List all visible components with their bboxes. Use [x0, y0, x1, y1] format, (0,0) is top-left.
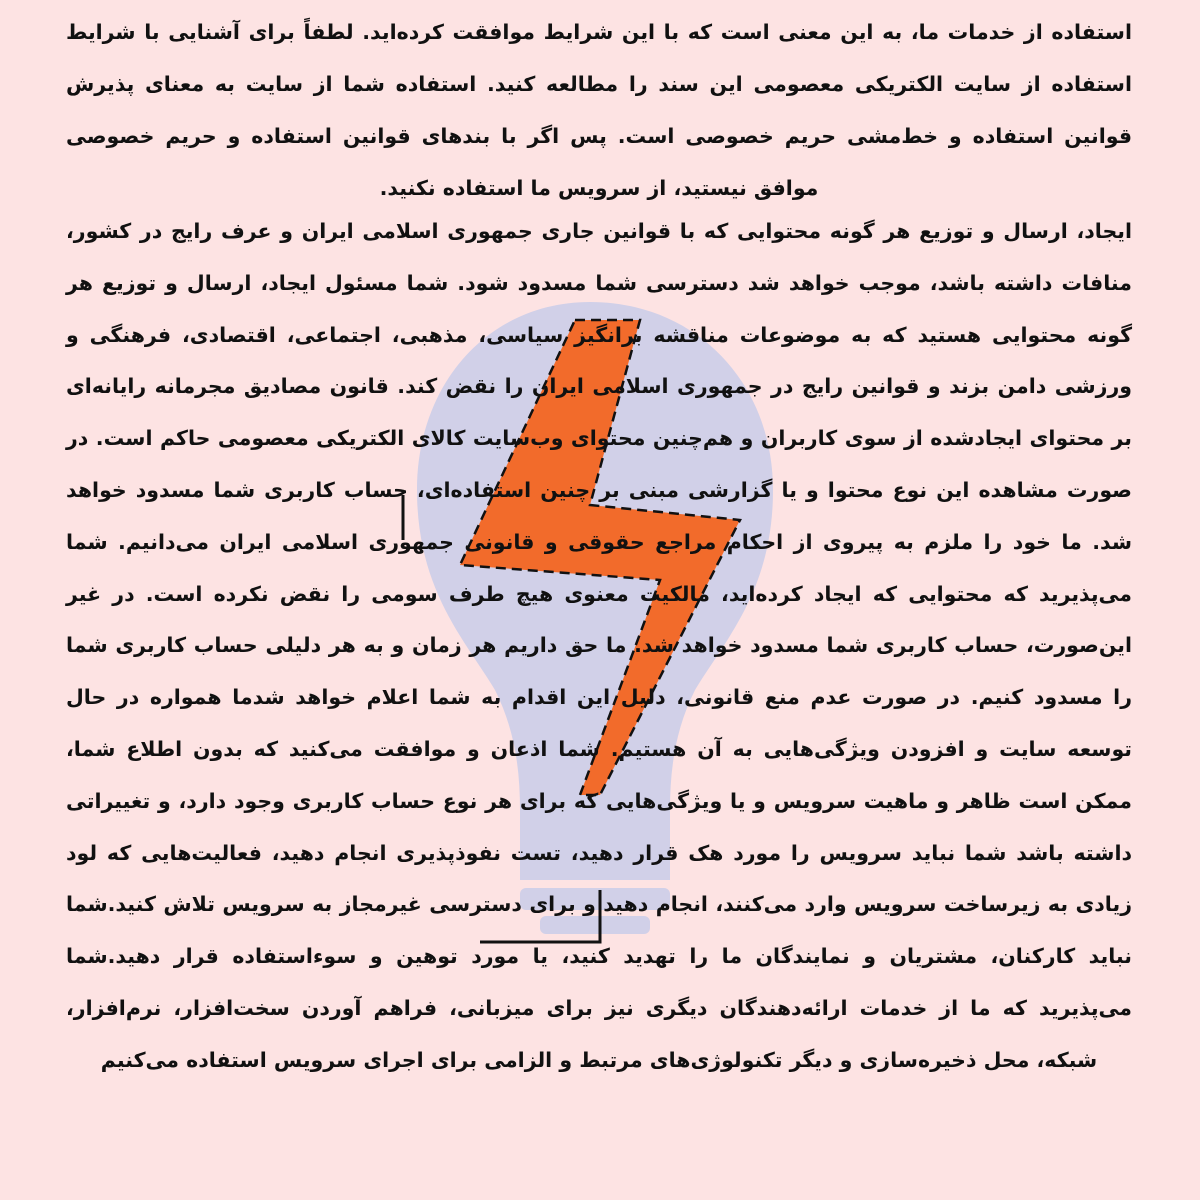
terms-rules-paragraph: ایجاد، ارسال و توزیع هر گونه محتوایی که با قوانین جاری جمهوری اسلامی ایران و عرف رایج در کشور، منافات داشته باشد، موجب خواهد شد دسترسی شما مسدود شود. شما مسئول ایجاد، ارسال و توزیع هر گونه محتوایی هستید که به موضوعات مناقشه برانگیز سیاسی، مذهبی، اجتماعی، اقتصادی، فرهنگی و ورزشی دامن بزند و قوانین رایج در جمهوری اسلامی ایران را نقض کند. قانون مصادیق مجرمانه رایانه‌ای بر محتوای ایجادشده از سوی کاربران و هم‌چنین محتوای وب‌سایت کالای الکتریکی معصومی حاکم است. در صورت مشاهده این نوع محتوا و یا گزارشی مبنی بر چنین استفاده‌ای، حساب کاربری شما مسدود خواهد شد. ما خود را ملزم به پیروی از احکام مراجع حقوقی و قانونی جمهوری اسلامی ایران می‌دانیم. شما می‌پذیرید که محتوایی که ایجاد کرده‌اید، مالکیت معنوی هیچ طرف سومی را نقض نکرده است. در غیر این‌صورت، حساب کاربری شما مسدود خواهد شد. ما حق داریم هر زمان و به هر دلیلی حساب کاربری شما را مسدود کنیم. در صورت عدم منع قانونی، دلیل این اقدام به شما اعلام خواهد شدما همواره در حال توسعه سایت و افزودن ویژگی‌هایی به آن هستیم. شما اذعان و موافقت می‌کنید که بدون اطلاع شما، ممکن است ظاهر و ماهیت سرویس و یا ویژگی‌هایی که برای هر نوع حساب کاربری وجود دارد، و تغییراتی داشته باشد شما نباید سرویس را مورد هک قرار دهید، تست نفوذپذیری انجام دهید، فعالیت‌هایی که لود زیادی به زیرساخت سرویس وارد می‌کنند، انجام دهید و برای دسترسی غیرمجاز به سرویس تلاش کنید.شما نباید کارکنان، مشتریان و نمایندگان ما را تهدید کنید، یا مورد توهین و سوءاستفاده قرار دهید.شما می‌پذیرید که ما از خدمات ارائه‌دهندگان دیگری نیز برای میزبانی، فراهم آوردن سخت‌افزار، نرم‌افزار، شبکه، محل ذخیره‌سازی و دیگر تکنولوژی‌های مرتبط و الزامی برای اجرای سرویس استفاده می‌کنیم — [66, 219, 1132, 1072]
terms-intro-paragraph: استفاده از خدمات ما، به این معنی است که با این شرایط موافقت کرده‌اید. لطفاً برای آشنایی با شرایط استفاده از سایت الکتریکی معصومی این سند را مطالعه کنید. استفاده شما از سایت به معنای پذیرش قوانین استفاده و خط‌مشی حریم خصوصی است. پس اگر با بندهای قوانین استفاده و حریم خصوصی موافق نیستید، از سرویس ما استفاده نکنید. — [66, 20, 1132, 200]
